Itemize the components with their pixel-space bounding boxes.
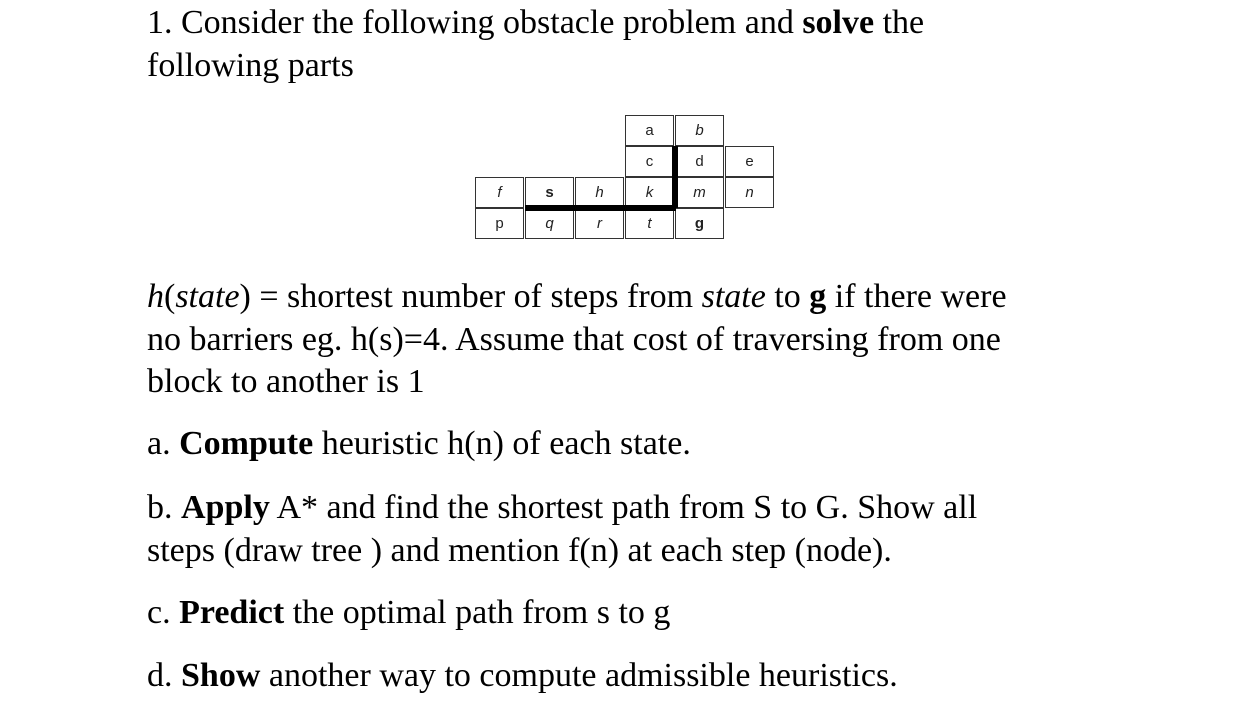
part-d-text: another way to compute admissible heuristics. (268, 657, 898, 694)
solve-keyword: solve (802, 4, 875, 41)
part-b-verb: Apply (181, 489, 270, 526)
h-function: h (147, 278, 164, 315)
grid-cell-t: t (625, 208, 674, 239)
question-number: 1. (147, 4, 173, 41)
part-b-label: b. (147, 489, 173, 526)
grid-cell-n: n (725, 177, 774, 208)
state-word-2: state (701, 278, 766, 315)
definition-text: ) = shortest number of steps from (239, 278, 694, 315)
definition-line3: block to another is 1 (147, 363, 425, 400)
grid-cell-d: d (675, 146, 724, 177)
part-d (147, 655, 898, 697)
definition-rest: if there were (834, 278, 1007, 315)
question-intro-text: Consider the following obstacle problem and (181, 4, 794, 41)
grid-cell-g: g (675, 208, 724, 239)
grid-cell-q: q (525, 208, 574, 239)
question-intro-line2: following parts (147, 47, 354, 84)
barrier-horizontal (525, 205, 676, 211)
grid-cell-e: e (725, 146, 774, 177)
h-open-paren: ( (164, 278, 176, 315)
grid-cell-b: b (675, 115, 724, 146)
part-a (147, 423, 691, 465)
grid-cell-p: p (475, 208, 524, 239)
part-b-text: A* and find the shortest path from S to G. Show all (276, 489, 978, 526)
grid-cell-s: s (525, 177, 574, 208)
part-a-label: a. (147, 425, 171, 462)
grid-cell-m: m (675, 177, 724, 208)
part-b-line2: steps (draw tree ) and mention f(n) at each step (node). (147, 532, 892, 569)
part-c-verb: Predict (179, 594, 285, 631)
definition-line2: no barriers eg. h(s)=4. Assume that cost of traversing from one (147, 321, 1001, 358)
part-c-label: c. (147, 594, 171, 631)
grid-cell-h: h (575, 177, 624, 208)
question-intro-tail: the (882, 4, 925, 41)
to-word: to (774, 278, 801, 315)
grid-cell-k: k (625, 177, 674, 208)
grid-cell-c: c (625, 146, 674, 177)
part-a-text: heuristic h(n) of each state. (321, 425, 691, 462)
part-c-text: the optimal path from s to g (292, 594, 671, 631)
grid-cell-r: r (575, 208, 624, 239)
part-c (147, 592, 670, 634)
state-word: state (175, 278, 240, 315)
barrier-vertical (672, 146, 678, 208)
definition-line1 (147, 276, 1007, 318)
part-a-verb: Compute (179, 425, 314, 462)
question-intro-line1 (147, 2, 924, 44)
part-b (147, 487, 977, 529)
grid-cell-a: a (625, 115, 674, 146)
part-d-label: d. (147, 657, 173, 694)
grid-cell-f: f (475, 177, 524, 208)
goal-symbol: g (809, 278, 827, 315)
part-d-verb: Show (181, 657, 261, 694)
